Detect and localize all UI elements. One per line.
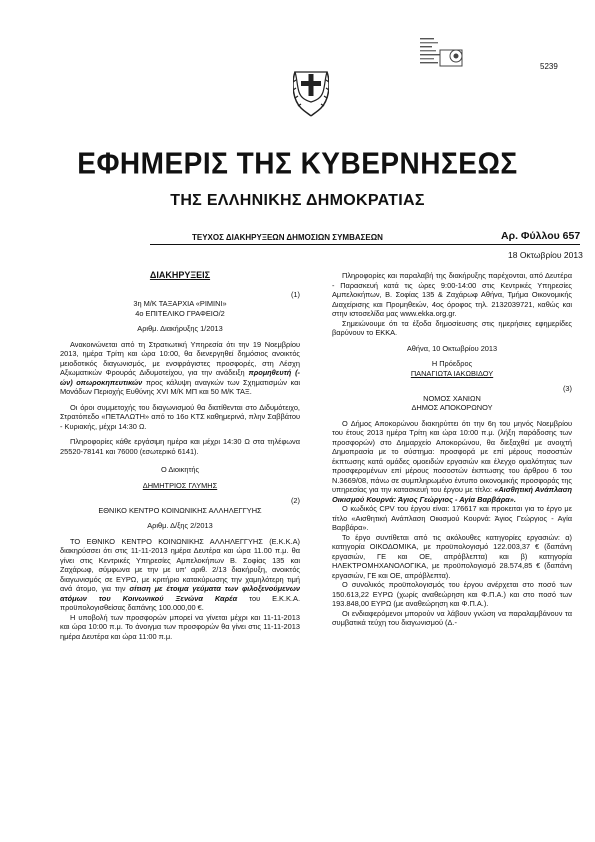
text-run: Ανακοινώνεται από τη Στρατιωτική Υπηρεσία ότι την 19 Νοεμβρίου 2013, ημέρα Τρίτη και ώρα 10:00, θα διενεργηθεί δημόσιος ανοικτός μειοδοτικός διαγωνισμός, με ενσφράγιστες προσφορές, στη Λέσχη Αξιωματικών Φρουράς Διδυμοτείχου, για την ανάδειξη bbox=[60, 339, 300, 377]
notice-number: (3) bbox=[562, 384, 572, 393]
notice-number: (2) bbox=[290, 496, 300, 505]
greek-coat-of-arms-icon bbox=[293, 64, 329, 120]
bold-text-run: σίτιση με έτοιμα γεύματα των φιλοξενούμενων ατόμων του Κοινωνικού Ξενώνα Καρέα bbox=[60, 584, 300, 603]
signature-name: ΔΗΜΗΤΡΙΟΣ ΓΛΥΜΗΣ bbox=[142, 480, 218, 490]
bold-text-run: προμηθευτή (-ών) οπωροκηπευτικών bbox=[60, 368, 300, 387]
place-date: Αθήνα, 10 Οκτωβρίου 2013 bbox=[406, 343, 498, 353]
issue-label: ΤΕΥΧΟΣ ΔΙΑΚΗΡΥΞΕΩΝ ΔΗΜΟΣΙΩΝ ΣΥΜΒΑΣΕΩΝ bbox=[192, 233, 383, 242]
notice-paragraph: Οι όροι συμμετοχής του διαγωνισμού θα διατίθενται στο Διδυμότειχο, Στρατόπεδο «ΠΕΤΑΛΩΤΗ» από το 16ο ΚΤΣ καθημερινά, πλην Σαββάτου - Κυριακής, μέχρι 14:30 Ω. bbox=[60, 402, 300, 431]
notice-title: 4ο ΕΠΙΤΕΛΙΚΟ ΓΡΑΦΕΙΟ/2 bbox=[135, 308, 225, 318]
notice-paragraph: Ο συνολικός προϋπολογισμός του έργου ανέρχεται στο ποσό των 150.613,22 ΕΥΡΩ (χωρίς αναθεώρηση και Φ.Π.Α.) και στο ποσό των 193.848,00 ΕΥΡΩ (με αναθεώρηση και Φ.Π.Α.). bbox=[332, 580, 572, 608]
header-divider bbox=[150, 244, 580, 245]
signature-role: Η Πρόεδρος bbox=[431, 359, 473, 368]
notice-paragraph bbox=[332, 419, 572, 505]
page-number: 5239 bbox=[540, 62, 558, 71]
notice-title: ΔΗΜΟΣ ΑΠΟΚΟΡΩΝΟΥ bbox=[411, 403, 493, 412]
digital-signature-stamp bbox=[420, 36, 468, 76]
notice-paragraph: Η υποβολή των προσφορών μπορεί να γίνεται μέχρι και 11-11-2013 και ώρα 10:00 π.μ. Το άνοιγμα των προσφορών θα γίνει στις 11-11-2013 ημέρα Δευτέρα και ώρα 11:00 π.μ. bbox=[60, 612, 300, 641]
left-column bbox=[60, 265, 300, 641]
notice-title: ΕΘΝΙΚΟ ΚΕΝΤΡΟ ΚΟΙΝΩΝΙΚΗΣ ΑΛΛΗΛΕΓΓΥΗΣ bbox=[98, 505, 262, 515]
notice-reference: Αριθμ. Δ/ξης 2/2013 bbox=[147, 521, 213, 530]
notice-title: 3η Μ/Κ ΤΑΞΑΡΧΙΑ «ΡΙΜΙΝΙ» bbox=[133, 299, 227, 308]
issue-date: 18 Οκτωβρίου 2013 bbox=[508, 250, 583, 260]
notice-paragraph: Οι ενδιαφερόμενοι μπορούν να λάβουν γνώση να παραλαμβάνουν τα συμβατικά τεύχη του διαγωνισμού (Δ.- bbox=[332, 608, 572, 627]
text-run: ΤΟ ΕΘΝΙΚΟ ΚΕΝΤΡΟ ΚΟΙΝΩΝΙΚΗΣ ΑΛΛΗΛΕΓΓΥΗΣ (Ε.Κ.Κ.Α) διακηρύσσει ότι στις 11-11-2013 ημέρα Δευτέρα και ώρα 11.00 π.μ. θα γίνει στις Κεντρικές Υπηρεσίες Αμπελοκήπων Β. Σοφίας 135 και Ζαχάρωφ, σύμφωνα με την με υπ' αριθ. 2/13 διακήρυξη, ανοικτός διαγωνισμός σε ΕΥΡΩ, με κριτήριο κατακύρωσης την χαμηλότερη τιμή ανά άτομο, για την bbox=[60, 536, 300, 593]
notice-paragraph: Σημειώνουμε ότι τα έξοδα δημοσίευσης στις ημερήσιες εφημερίδες βαρύνουν το ΕΚΚΑ. bbox=[332, 318, 572, 337]
notice-paragraph bbox=[60, 340, 300, 397]
sheet-number: Αρ. Φύλλου 657 bbox=[501, 230, 581, 242]
notice-paragraph: Πληροφορίες κάθε εργάσιμη ημέρα και μέχρι 14:30 Ω στα τηλέφωνα 25520-78141 και 76000 (εσωτερικό 6141). bbox=[60, 437, 300, 456]
gazette-subtitle: ΤΗΣ ΕΛΛΗΝΙΚΗΣ ΔΗΜΟΚΡΑΤΙΑΣ bbox=[170, 192, 425, 209]
notice-paragraph: Πληροφορίες και παραλαβή της διακήρυξης παρέχονται, από Δευτέρα - Παρασκευή κατά τις ώρες 9:00-14:00 στις Κεντρικές Υπηρεσίες Αμπελοκήπων, Β. Σοφίας 135 & Ζαχάρωφ Αθήνα, Τμήμα Οικονομικής Διαχείρισης και Προμηθειών, 4ος όροφος τηλ. 2132039721, καθώς και στην ιστοσελίδα μας www.ekka.org.gr. bbox=[332, 271, 572, 318]
signature-role: Ο Διοικητής bbox=[160, 465, 200, 474]
notice-number: (1) bbox=[290, 289, 300, 299]
notice-paragraph: Ο κωδικός CPV του έργου είναι: 176617 και προκειται για το έργο με τίτλο «Αισθητική Ανάπλαση Οικισμού Κουρνά: Άγιος Γεώργιος - Αγία Βαρβάρα». bbox=[332, 504, 572, 532]
right-column bbox=[332, 265, 572, 628]
text-run: Ο Δήμος Αποκορώνου διακηρύττει ότι την 6η του μηνός Νοεμβρίου του έτους 2013 ημέρα Τρίτη και ώρα 10:00 π.μ. (λήξη παράδοσης των προσφορών) στο Δημαρχείο Αποκορώνου, θα διεξαχθεί με ανοιχτή Δημοπρασία με το σύστημα: προσφορά με επί μέρους ποσοστών έκπτωσης κατά ομάδες ομοειδών εργασιών και έλεγχο ομαλότητας των προσφερομένων επί μέρους ποσοστών έκπτωσης του άρθρου 6 του Ν.3669/08, πάνω σε συμπληρωμένο έντυπο οικονομικής προσφοράς της υπηρεσίας για την κατασκευή του έργου με τίτλο: bbox=[332, 418, 572, 494]
bold-text-run: «Αισθητική Ανάπλαση Οικισμού Κουρνά: Άγιος Γεώργιος - Αγία Βαρβάρα». bbox=[332, 485, 572, 504]
gazette-title: ΕΦΗΜΕΡΙΣ ΤΗΣ ΚΥΒΕΡΝΗΣΕΩΣ bbox=[77, 146, 518, 181]
signature-name: ΠΑΝΑΓΙΩΤΑ ΙΑΚΩΒΙΔΟΥ bbox=[410, 368, 494, 378]
notice-paragraph bbox=[60, 537, 300, 613]
notice-title: ΝΟΜΟΣ ΧΑΝΙΩΝ bbox=[423, 393, 481, 403]
notice-paragraph: Το έργο συντίθεται από τις ακόλουθες κατηγορίες εργασιών: α) κατηγορία ΟΙΚΟΔΟΜΙΚΑ, με προϋπολογισμό 122.003,37 € (δαπάνη εργασιών, ΓΕ και ΟΕ, απρόβλεπτα) και β) κατηγορία ΗΛΕΚΤΡΟΜΗΧΑΝΟΛΟΓΙΚΑ, με προϋπολογισμό 28.574,85 € (δαπάνη εργασιών, ΓΕ και ΟΕ, απρόβλεπτα). bbox=[332, 532, 572, 580]
text-run: προς κάλυψη αναγκών των Σχηματισμών και Μονάδων Περιοχής Ευθύνης XVI Μ/Κ ΜΠ και 50 Μ/Κ ΤΑΞ. bbox=[60, 377, 300, 396]
notice-reference: Αριθμ. Διακήρυξης 1/2013 bbox=[137, 324, 223, 333]
section-heading: ΔΙΑΚΗΡΥΞΕΙΣ bbox=[149, 270, 211, 280]
text-run: του Ε.Κ.Κ.Α. προϋπολογισθείσας δαπάνης 100.000,00 €. bbox=[60, 593, 300, 612]
